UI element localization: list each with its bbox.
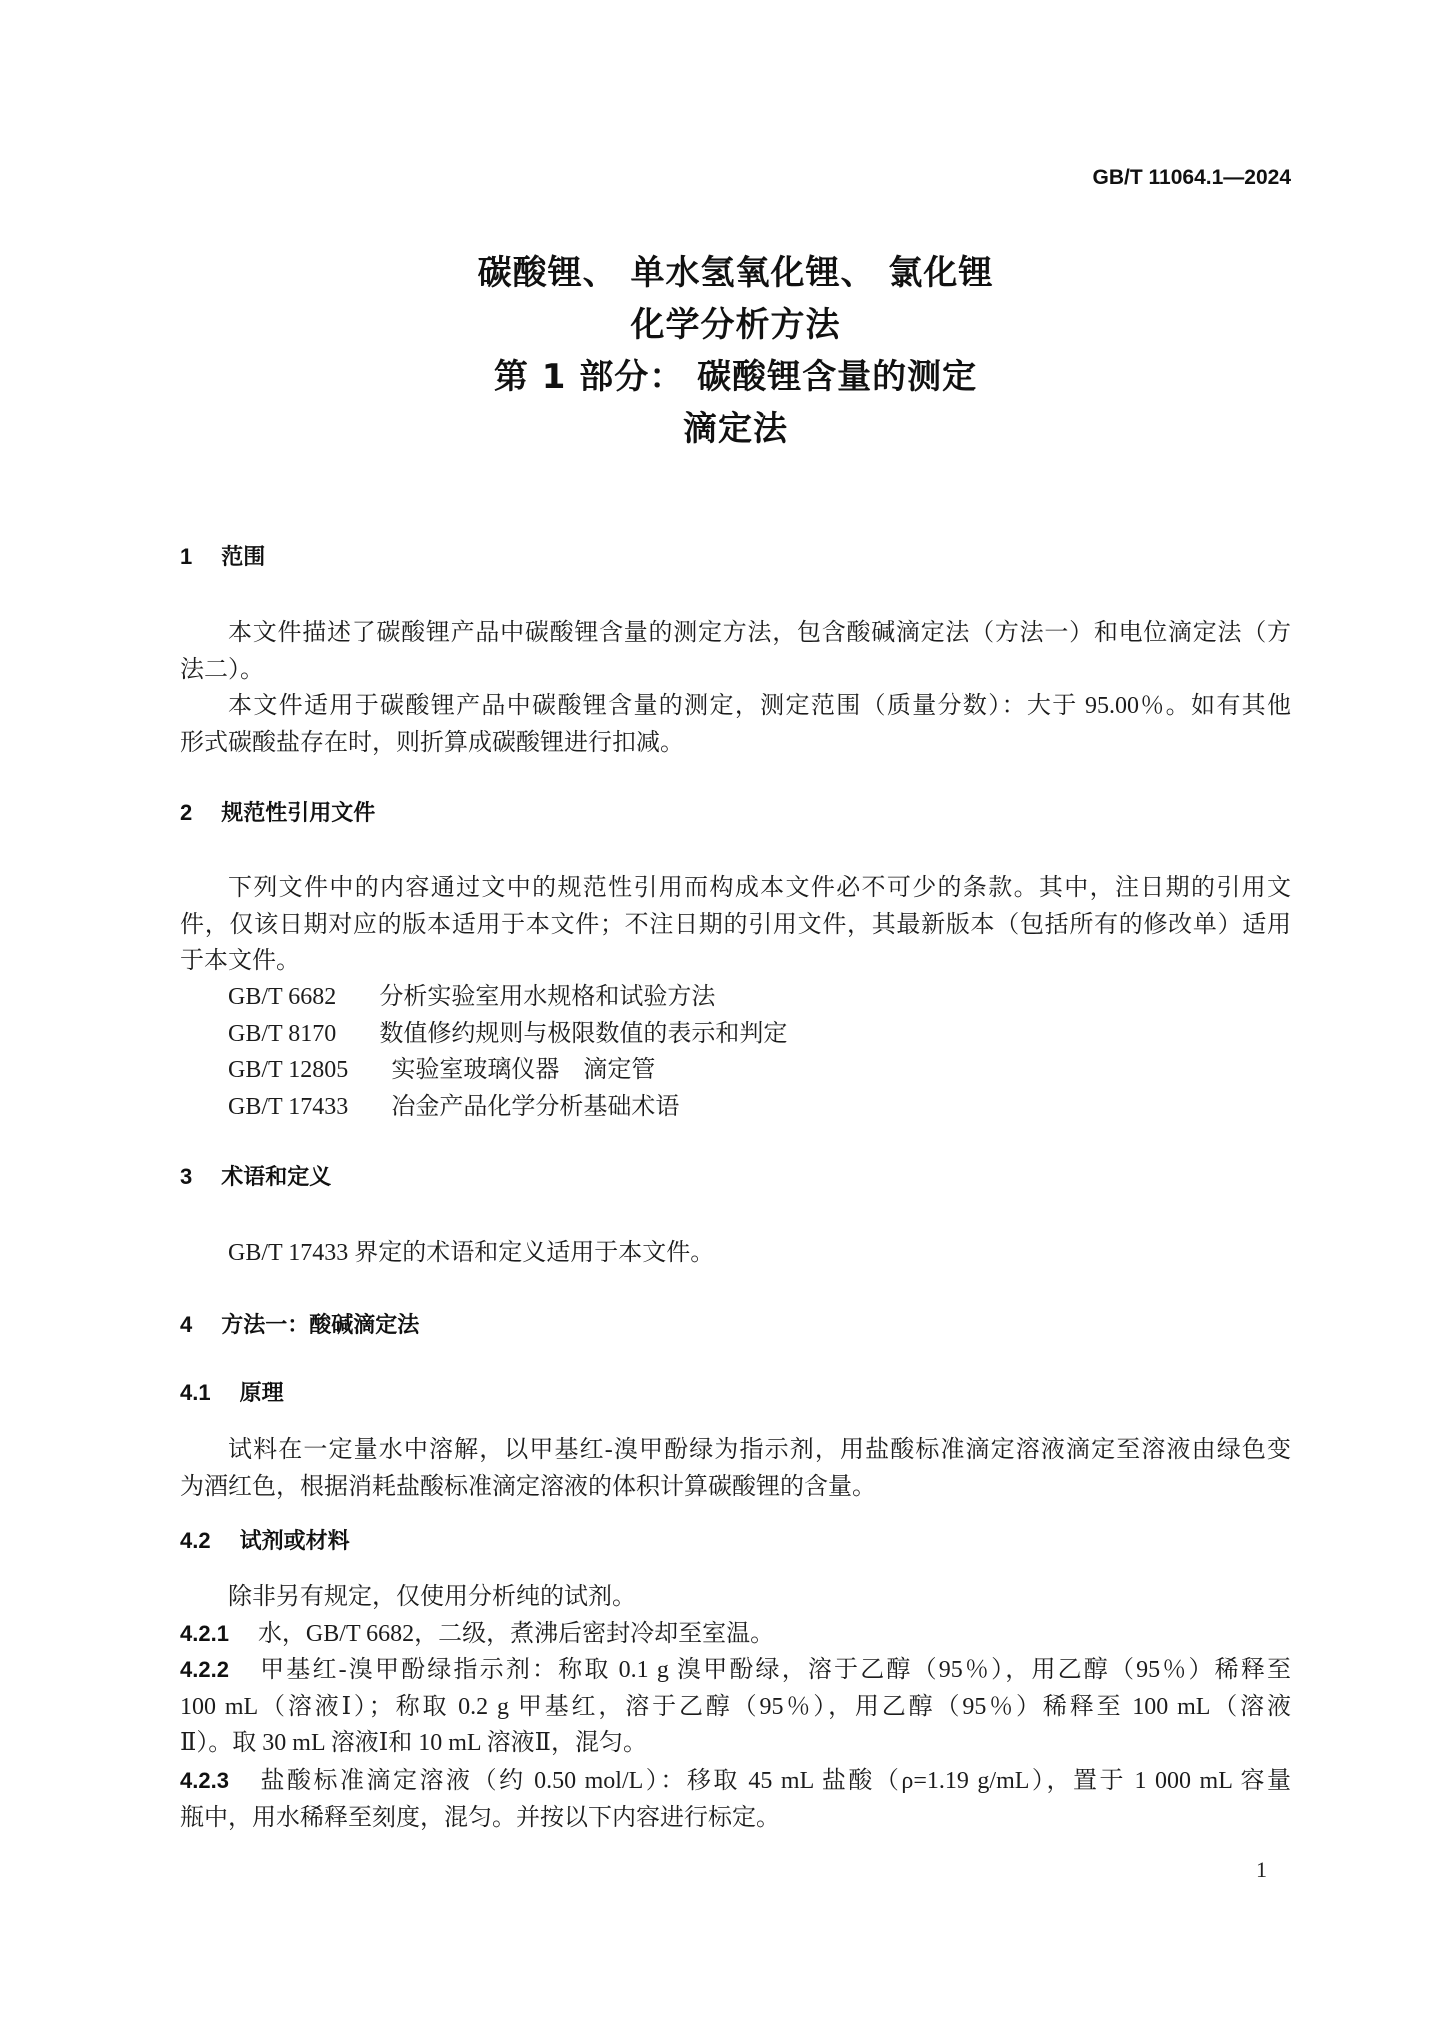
section-heading <box>180 795 1291 832</box>
paragraph <box>180 688 1291 761</box>
clause-text: 甲基红-溴甲酚绿指示剂：称取 0.1 g 溴甲酚绿，溶于乙醇（95％），用乙醇（95％）稀释至 <box>257 1657 1291 1683</box>
subsection-title: 原理 <box>239 1381 284 1406</box>
paragraph-line: 100 mL（溶液Ⅰ）；称取 0.2 g 甲基红，溶于乙醇（95％），用乙醇（95％）稀释至 100 mL（溶液 <box>180 1693 1291 1720</box>
page-number: 1 <box>1256 1857 1267 1882</box>
reference-code: GB/T 17433 <box>228 1093 349 1120</box>
reference-code: GB/T 8170 <box>228 1020 337 1047</box>
reference-title: 实验室玻璃仪器 滴定管 <box>391 1057 656 1084</box>
clause-number: 4.2.1 <box>180 1621 229 1646</box>
clause-number: 4.2.3 <box>180 1768 229 1793</box>
section-number: 4 <box>180 1312 193 1337</box>
reference-item <box>180 1089 1291 1126</box>
section-number: 1 <box>180 544 193 569</box>
clause-item <box>180 1652 1291 1762</box>
section-title: 规范性引用文件 <box>221 801 376 826</box>
paragraph <box>180 615 1291 688</box>
reference-title: 冶金产品化学分析基础术语 <box>391 1093 680 1120</box>
reference-item <box>180 979 1291 1016</box>
paragraph-line: 形式碳酸盐存在时，则折算成碳酸锂进行扣减。 <box>180 729 684 756</box>
paragraph <box>180 1579 1291 1616</box>
paragraph-line: 于本文件。 <box>180 948 300 975</box>
reference-code: GB/T 12805 <box>228 1057 349 1084</box>
paragraph-line: 试料在一定量水中溶解，以甲基红-溴甲酚绿为指示剂，用盐酸标准滴定溶液滴定至溶液由绿色变 <box>228 1437 1291 1463</box>
clause-item <box>180 1763 1291 1836</box>
paragraph-line: GB/T 17433 界定的术语和定义适用于本文件。 <box>228 1240 715 1266</box>
section-heading <box>180 1307 1291 1344</box>
paragraph-line: 除非另有规定，仅使用分析纯的试剂。 <box>228 1584 636 1610</box>
clause-text: 盐酸标准滴定溶液（约 0.50 mol/L）：移取 45 mL 盐酸（ρ=1.19 g/mL），置于 1 000 mL 容量 <box>257 1768 1291 1794</box>
section-heading <box>180 1159 1291 1196</box>
clause-number: 4.2.2 <box>180 1657 229 1682</box>
paragraph-line: 法二）。 <box>180 656 264 683</box>
title-line: 碳酸锂、 单水氢氧化锂、 氯化锂 <box>477 253 994 293</box>
paragraph <box>180 1235 1291 1272</box>
section-title: 范围 <box>221 545 266 570</box>
paragraph-line: 本文件适用于碳酸锂产品中碳酸锂含量的测定，测定范围（质量分数）：大于 95.00％。如有其他 <box>228 693 1291 719</box>
paragraph-line: 为酒红色，根据消耗盐酸标准滴定溶液的体积计算碳酸锂的含量。 <box>180 1473 876 1500</box>
standard-number-header: GB/T 11064.1—2024 <box>1092 166 1291 189</box>
paragraph-line <box>180 1616 1291 1653</box>
section-number: 2 <box>180 800 193 825</box>
title-line: 第 1 部分： 碳酸锂含量的测定 <box>493 357 978 397</box>
reference-item <box>180 1052 1291 1089</box>
reference-item <box>180 1016 1291 1053</box>
clause-text: 水，GB/T 6682，二级，煮沸后密封冷却至室温。 <box>257 1621 775 1647</box>
paragraph-line: 本文件描述了碳酸锂产品中碳酸锂含量的测定方法，包含酸碱滴定法（方法一）和电位滴定法（方 <box>228 620 1291 646</box>
paragraph-line: 下列文件中的内容通过文中的规范性引用而构成本文件必不可少的条款。其中，注日期的引用文 <box>228 875 1291 901</box>
paragraph-line: Ⅱ）。取 30 mL 溶液Ⅰ和 10 mL 溶液Ⅱ，混匀。 <box>180 1730 647 1757</box>
paragraph-line <box>180 1652 1291 1689</box>
section-title: 方法一：酸碱滴定法 <box>221 1313 420 1338</box>
section-number: 3 <box>180 1164 193 1189</box>
reference-title: 分析实验室用水规格和试验方法 <box>379 984 716 1010</box>
paragraph-line: 件，仅该日期对应的版本适用于本文件；不注日期的引用文件，其最新版本（包括所有的修改单）适用 <box>180 911 1291 938</box>
paragraph <box>180 1432 1291 1505</box>
paragraph-line <box>180 1763 1291 1800</box>
reference-title: 数值修约规则与极限数值的表示和判定 <box>379 1020 788 1047</box>
reference-code: GB/T 6682 <box>228 984 337 1010</box>
section-title: 术语和定义 <box>221 1165 332 1190</box>
clause-item <box>180 1616 1291 1653</box>
subsection-number: 4.1 <box>180 1380 211 1405</box>
title-line: 滴定法 <box>683 409 788 449</box>
subsection-number: 4.2 <box>180 1528 211 1553</box>
section-heading <box>180 539 1291 576</box>
reference-list <box>180 979 1291 1125</box>
subsection-heading <box>180 1523 1291 1560</box>
paragraph-line: 瓶中，用水稀释至刻度，混匀。并按以下内容进行标定。 <box>180 1804 780 1831</box>
paragraph <box>180 870 1291 980</box>
subsection-heading <box>180 1375 1291 1412</box>
document-title <box>180 247 1291 455</box>
title-line: 化学分析方法 <box>630 305 841 345</box>
subsection-title: 试剂或材料 <box>239 1529 350 1554</box>
